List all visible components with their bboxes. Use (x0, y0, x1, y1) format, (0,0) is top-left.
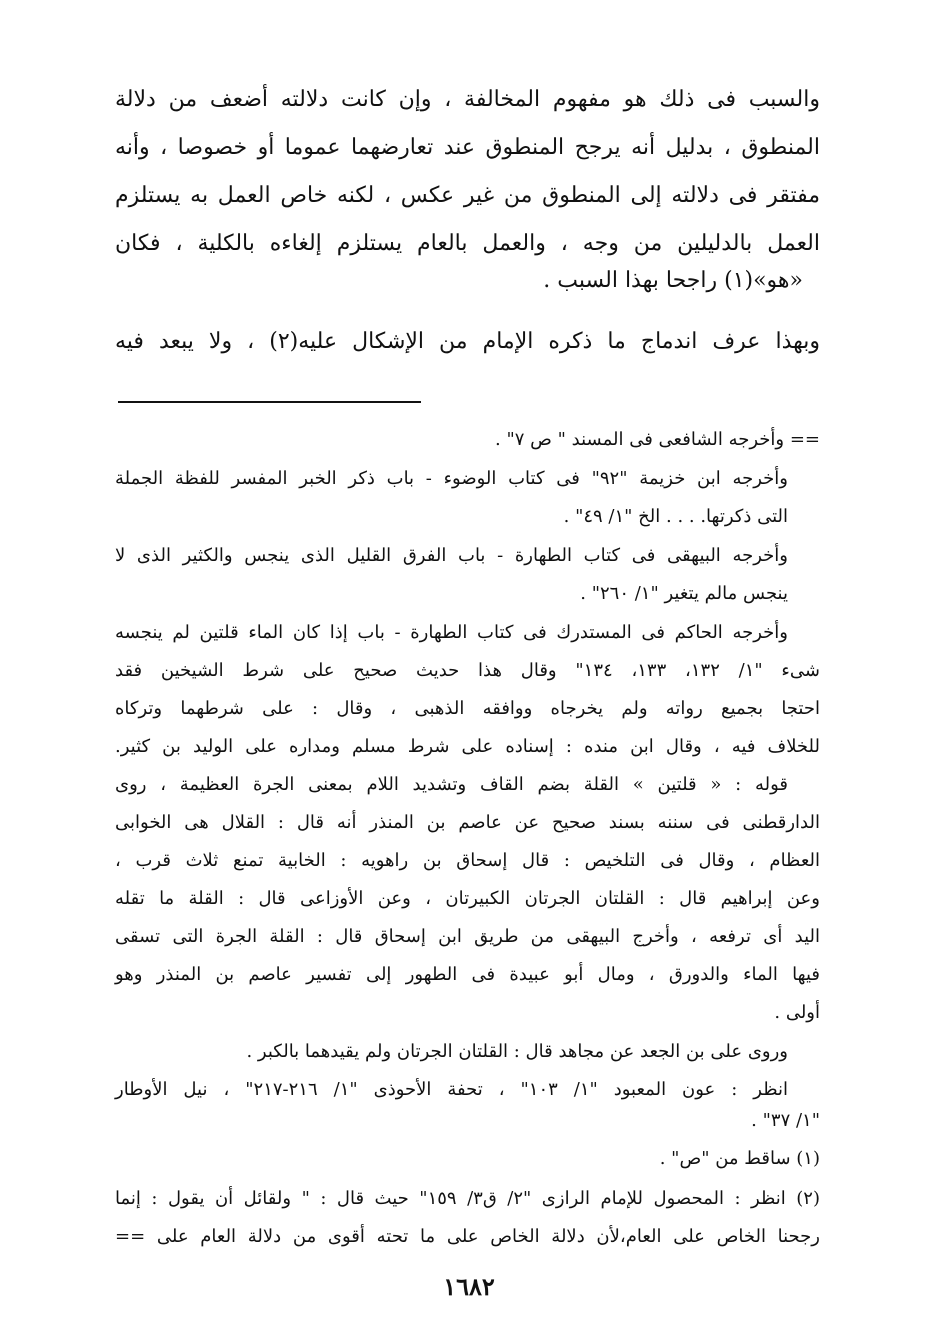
footnote-line: وأخرجه البيهقى فى كتاب الطهارة - باب الفرق القليل الذى ينجس والكثير الذى لا (115, 545, 788, 566)
main-text-line: والسبب فى ذلك هو مفهوم المخالفة ، وإن كانت دلالته أضعف من دلالة (115, 87, 820, 112)
footnote-line: (٢) انظر : المحصول للإمام الرازى "٢/ ق٣/ ١٥٩" حيث قال : " ولقائل أن يقول : إنما (115, 1188, 820, 1209)
footnote-line: رجحنا الخاص على العام،لأن دلالة الخاص على ما تحته أقوى من دلالة العام على == (115, 1226, 820, 1247)
main-text-line: العمل بالدليلين من وجه ، والعمل بالعام يستلزم إلغاءه بالكلية ، فكان (115, 231, 820, 256)
footnote-line: وعن إبراهيم قال : القلتان الجرتان الكبيرتان ، وعن الأوزاعى قال : القلة ما تقله (115, 888, 820, 909)
footnote-line: انظر : عون المعبود "١/ ١٠٣" ، تحفة الأحوذى "١/ ٢١٦-٢١٧" ، نيل الأوطار (115, 1079, 788, 1100)
footnote-line: أولى . (774, 1002, 820, 1023)
main-text-line: «هو»(١) راجحا بهذا السبب . (543, 268, 803, 293)
footnote-line: "١/ ٣٧" . (751, 1110, 820, 1131)
footnote-line: (١) ساقط من "ص" . (659, 1148, 820, 1169)
footnote-line: اليد أى ترفعه ، وأخرج البيهقى من طريق ابن إسحاق قال : القلة الجرة التى تسقى (115, 926, 820, 947)
main-text-line: وبهذا عرف اندماج ما ذكره الإمام من الإشكال عليه(٢) ، ولا يبعد فيه (115, 329, 820, 354)
footnote-line: التى ذكرتها. . . . الخ "١/ ٤٩" . (563, 506, 788, 527)
footnote-line: الدارقطنى فى سننه بسند صحيح عن عاصم بن المنذر أنه قال : القلال هى الخوابى (115, 812, 820, 833)
footnote-line: للخلاف فيه ، وقال ابن منده : إسناده على شرط مسلم ومداره على الوليد بن كثير. (115, 736, 820, 757)
footnote-line: احتجا بجميع رواته ولم يخرجاه ووافقه الذهبى ، وقال : على شرطهما وتركاه (115, 698, 820, 719)
footnote-separator (118, 401, 421, 403)
page-number: ١٦٨٢ (443, 1272, 495, 1301)
footnote-line: وأخرجه الحاكم فى المستدرك فى كتاب الطهارة - باب إذا كان الماء قلتين لم ينجسه (115, 622, 788, 643)
footnote-line: فيها الماء والدورق ، ومال أبو عبيدة فى الطهور إلى تفسير عاصم بن المنذر وهو (115, 964, 820, 985)
footnote-line: قوله : « قلتين » القلة بضم القاف وتشديد اللام بمعنى الجرة العظيمة ، روى (115, 774, 788, 795)
footnote-line: == وأخرجه الشافعى فى المسند " ص ٧" . (495, 429, 820, 450)
footnote-line: وروى على بن الجعد عن مجاهد قال : القلتان الجرتان ولم يقيدهما بالكبر . (246, 1041, 788, 1062)
footnote-line: وأخرجه ابن خزيمة "٩٢" فى كتاب الوضوء - باب ذكر الخبر المفسر للفظة الجملة (115, 468, 788, 489)
main-text-line: المنطوق ، بدليل أنه يرجح المنطوق عند تعارضهما عموما أو خصوصا ، وأنه (115, 135, 820, 160)
footnote-line: ينجس مالم يتغير "١/ ٢٦٠" . (580, 583, 788, 604)
footnote-line: شىء "١/ ١٣٢، ١٣٣، ١٣٤" وقال هذا حديث صحيح على شرط الشيخين فقد (115, 660, 820, 681)
main-text-line: مفتقر فى دلالته إلى المنطوق من غير عكس ، لكنه خاص العمل به يستلزم (115, 183, 820, 208)
footnote-line: العظام ، وقال فى التلخيص : قال إسحاق بن راهويه : الخابية تمنع ثلاث قرب ، (115, 850, 820, 871)
